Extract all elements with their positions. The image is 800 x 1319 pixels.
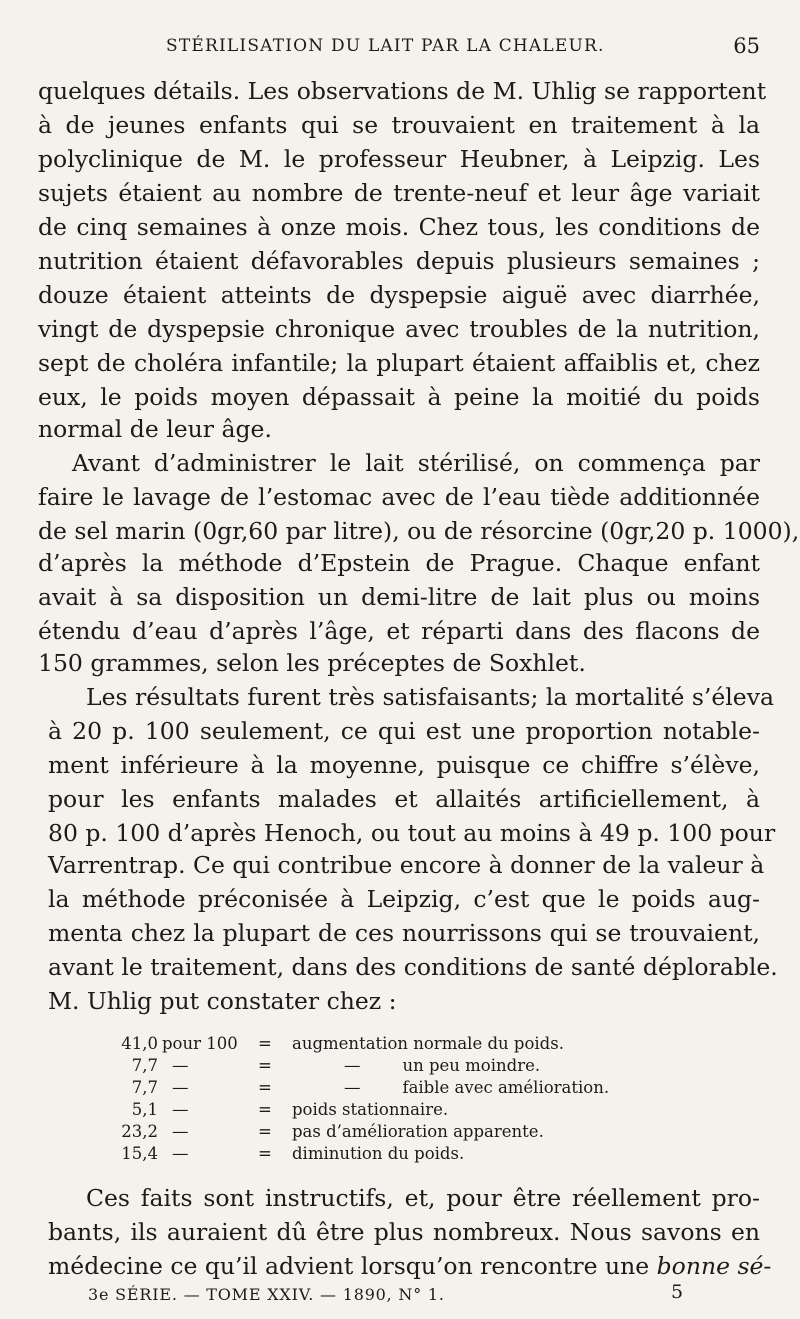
table-equals: =	[258, 1034, 272, 1053]
text-line: menta chez la plupart de ces nourrissons qui se trouvaient,	[48, 919, 760, 947]
text-line: avant le traitement, dans des conditions de santé déplorable.	[48, 953, 778, 981]
table-unit: —	[172, 1078, 189, 1097]
text-line: polyclinique de M. le professeur Heubner, à Leipzig. Les	[38, 145, 760, 173]
table-unit: —	[172, 1144, 189, 1163]
text-line: douze étaient atteints de dyspepsie aiguë avec diarrhée,	[38, 281, 760, 309]
text-line: la méthode préconisée à Leipzig, c’est que le poids aug-	[48, 885, 760, 913]
table-equals: =	[258, 1144, 272, 1163]
text-line: à 20 p. 100 seulement, ce qui est une proportion notable-	[48, 717, 760, 745]
table-value: 5,1	[131, 1100, 158, 1119]
text-line: d’après la méthode d’Epstein de Prague. Chaque enfant	[38, 549, 760, 577]
table-result: augmentation normale du poids.	[292, 1034, 564, 1053]
text-line: eux, le poids moyen dépassait à peine la moitié du poids	[38, 383, 760, 411]
table-equals: =	[258, 1056, 272, 1075]
text-line: à de jeunes enfants qui se trouvaient en traitement à la	[38, 111, 760, 139]
table-result: diminution du poids.	[292, 1144, 465, 1163]
text-line: M. Uhlig put constater chez :	[48, 987, 397, 1015]
table-unit: —	[172, 1122, 189, 1141]
page-number: 65	[733, 34, 760, 58]
text-line: de sel marin (0gr,60 par litre), ou de résorcine (0gr,20 p. 1000),	[38, 517, 800, 545]
text-line: bants, ils auraient dû être plus nombreux. Nous savons en	[48, 1218, 760, 1246]
text-line: nutrition étaient défavorables depuis plusieurs semaines ;	[38, 247, 760, 275]
table-equals: =	[258, 1078, 272, 1097]
text-line: vingt de dyspepsie chronique avec troubles de la nutrition,	[38, 315, 760, 343]
table-unit: —	[172, 1100, 189, 1119]
series-signature: 3e SÉRIE. — TOME XXIV. — 1890, N° 1.	[88, 1285, 445, 1304]
text-line: de cinq semaines à onze mois. Chez tous, les conditions de	[38, 213, 760, 241]
text-line: sujets étaient au nombre de trente-neuf et leur âge variait	[38, 179, 760, 207]
table-unit: —	[172, 1056, 189, 1075]
table-value: 7,7	[131, 1056, 158, 1075]
text-line: Ces faits sont instructifs, et, pour être réellement pro-	[86, 1184, 760, 1212]
text-line: 80 p. 100 d’après Henoch, ou tout au moins à 49 p. 100 pour	[48, 819, 776, 847]
running-title: STÉRILISATION DU LAIT PAR LA CHALEUR.	[166, 36, 605, 56]
table-result: — faible avec amélioration.	[344, 1078, 610, 1097]
text-line: quelques détails. Les observations de M. Uhlig se rapportent	[38, 77, 767, 105]
table-result: pas d’amélioration apparente.	[292, 1122, 544, 1141]
table-value: 23,2	[121, 1122, 158, 1141]
text-line: avait à sa disposition un demi-litre de lait plus ou moins	[38, 583, 760, 611]
text-line	[48, 1249, 771, 1283]
running-header	[38, 34, 760, 62]
table-equals: =	[258, 1100, 272, 1119]
table-value: 15,4	[121, 1144, 158, 1163]
text-line: Avant d’administrer le lait stérilisé, on commença par	[72, 449, 760, 477]
table-value: 41,0	[121, 1034, 158, 1053]
text-line: 150 grammes, selon les préceptes de Soxhlet.	[38, 649, 586, 677]
text-line: Varrentrap. Ce qui contribue encore à donner de la valeur à	[48, 851, 765, 879]
text-line: normal de leur âge.	[38, 415, 272, 443]
italic-text: bonne sé-	[656, 1252, 772, 1280]
table-unit: pour 100	[162, 1034, 238, 1053]
table-result: poids stationnaire.	[292, 1100, 449, 1119]
table-result: — un peu moindre.	[344, 1056, 541, 1075]
text-line: étendu d’eau d’après l’âge, et réparti dans des flacons de	[38, 617, 760, 645]
text-segment: médecine ce qu’il advient lorsqu’on rencontre une	[48, 1252, 650, 1280]
page-footer	[88, 1281, 688, 1309]
text-line: ment inférieure à la moyenne, puisque ce chiffre s’élève,	[48, 751, 760, 779]
text-line: faire le lavage de l’estomac avec de l’eau tiède additionnée	[38, 483, 760, 511]
table-equals: =	[258, 1122, 272, 1141]
table-value: 7,7	[131, 1078, 158, 1097]
text-line: Les résultats furent très satisfaisants; la mortalité s’éleva	[86, 683, 774, 711]
signature-mark: 5	[671, 1281, 684, 1303]
text-line: sept de choléra infantile; la plupart étaient affaiblis et, chez	[38, 349, 760, 377]
text-line: pour les enfants malades et allaités artificiellement, à	[48, 785, 760, 813]
